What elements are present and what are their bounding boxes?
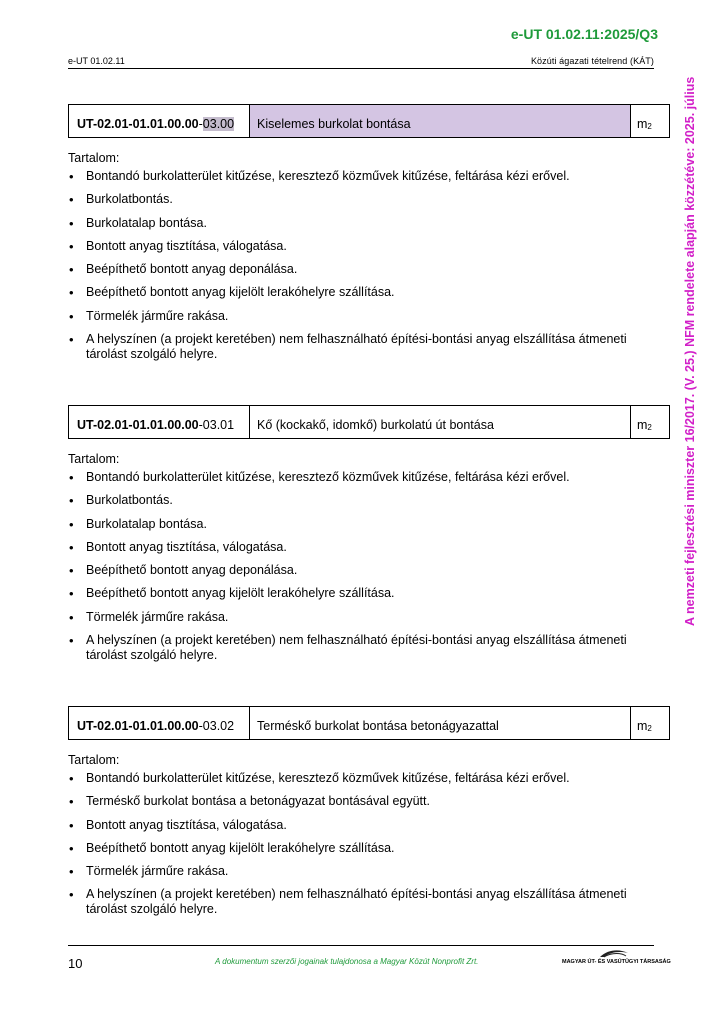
list-item: • Beépíthető bontott anyag deponálása. <box>68 563 646 578</box>
list-item: • Beépíthető bontott anyag deponálása. <box>68 262 646 277</box>
item-code-row <box>68 706 670 740</box>
item-unit: m $_2$ <box>637 719 652 733</box>
item-code-main: UT-02.01-01.01.00.00 <box>77 117 199 131</box>
list-item: • Beépíthető bontott anyag kijelölt lerakóhelyre szállítása. <box>68 586 646 601</box>
content-label: Tartalom: <box>68 753 120 767</box>
running-header <box>68 56 654 69</box>
footer-divider <box>68 945 654 946</box>
list-item: • Terméskő burkolat bontása a betonágyazat bontásával együtt. <box>68 794 646 809</box>
list-item: • Burkolatalap bontása. <box>68 216 646 231</box>
item-unit: m $_2$ <box>637 117 652 131</box>
list-item: • Burkolatalap bontása. <box>68 517 646 532</box>
item-code <box>69 105 250 137</box>
content-list <box>68 169 670 362</box>
item-block-03-01 <box>68 405 670 671</box>
item-code-suffix: -03.02 <box>198 719 235 733</box>
list-item: • Törmelék járműre rakása. <box>68 309 646 324</box>
page-number: 10 <box>68 956 83 971</box>
list-item: • Burkolatbontás. <box>68 192 646 207</box>
list-item: • Beépíthető bontott anyag kijelölt lerakóhelyre szállítása. <box>68 841 646 856</box>
item-name: Kiselemes burkolat bontása <box>250 105 631 137</box>
mavt-logo-icon <box>560 947 655 969</box>
item-code-main: UT-02.01-01.01.00.00 <box>77 418 199 432</box>
item-code <box>69 707 250 739</box>
logo-text: MAGYAR ÚT- ÉS VASÚTÜGYI TÁRSASÁG <box>562 959 671 965</box>
document-code: e-UT 01.02.11:2025/Q3 <box>510 26 658 42</box>
list-item: • Bontott anyag tisztítása, válogatása. <box>68 540 646 555</box>
list-item: • Burkolatbontás. <box>68 493 646 508</box>
list-item: • Beépíthető bontott anyag kijelölt lerakóhelyre szállítása. <box>68 285 646 300</box>
item-block-03-00 <box>68 104 670 370</box>
list-item: • Bontandó burkolatterület kitűzése, keresztező közművek kitűzése, feltárása kézi erővel. <box>68 470 646 485</box>
list-item: • A helyszínen (a projekt keretében) nem felhasználható építési-bontási anyag elszállítása átmeneti tárolást szolgáló helyre. <box>68 887 646 917</box>
item-code-suffix: -03.01 <box>198 418 235 432</box>
item-name: Kő (kockakő, idomkő) burkolatú út bontása <box>250 406 631 438</box>
selected-suffix[interactable]: 03.00 <box>202 117 235 131</box>
item-code-suffix: -03.00 <box>198 117 235 131</box>
list-item: • Bontandó burkolatterület kitűzése, keresztező közművek kitűzése, feltárása kézi erővel. <box>68 169 646 184</box>
content-label: Tartalom: <box>68 151 120 165</box>
list-item: • A helyszínen (a projekt keretében) nem felhasználható építési-bontási anyag elszállítása átmeneti tárolást szolgáló helyre. <box>68 332 646 362</box>
copyright-notice: A dokumentum szerzői jogainak tulajdonosa a Magyar Közút Nonprofit Zrt. <box>215 957 479 966</box>
content-list <box>68 470 670 663</box>
header-right: Közúti ágazati tételrend (KÁT) <box>530 56 654 66</box>
item-block-03-02 <box>68 706 670 926</box>
item-name: Terméskő burkolat bontása betonágyazattal <box>250 707 631 739</box>
item-code <box>69 406 250 438</box>
list-item: • Bontott anyag tisztítása, válogatása. <box>68 818 646 833</box>
list-item: • Bontott anyag tisztítása, válogatása. <box>68 239 646 254</box>
list-item: • Bontandó burkolatterület kitűzése, keresztező közművek kitűzése, feltárása kézi erővel. <box>68 771 646 786</box>
list-item: • Törmelék járműre rakása. <box>68 610 646 625</box>
content-label: Tartalom: <box>68 452 120 466</box>
header-left: e-UT 01.02.11 <box>68 56 125 66</box>
item-code-row <box>68 405 670 439</box>
side-publication-note: A nemzeti fejlesztési miniszter 16/2017. (V. 25.) NFM rendelete alapján közzétéve: 2025. július <box>683 76 697 626</box>
list-item: • Törmelék járműre rakása. <box>68 864 646 879</box>
item-code-main: UT-02.01-01.01.00.00 <box>77 719 199 733</box>
item-code-row <box>68 104 670 138</box>
list-item: • A helyszínen (a projekt keretében) nem felhasználható építési-bontási anyag elszállítása átmeneti tárolást szolgáló helyre. <box>68 633 646 663</box>
item-unit: m $_2$ <box>637 418 652 432</box>
content-list <box>68 771 670 917</box>
